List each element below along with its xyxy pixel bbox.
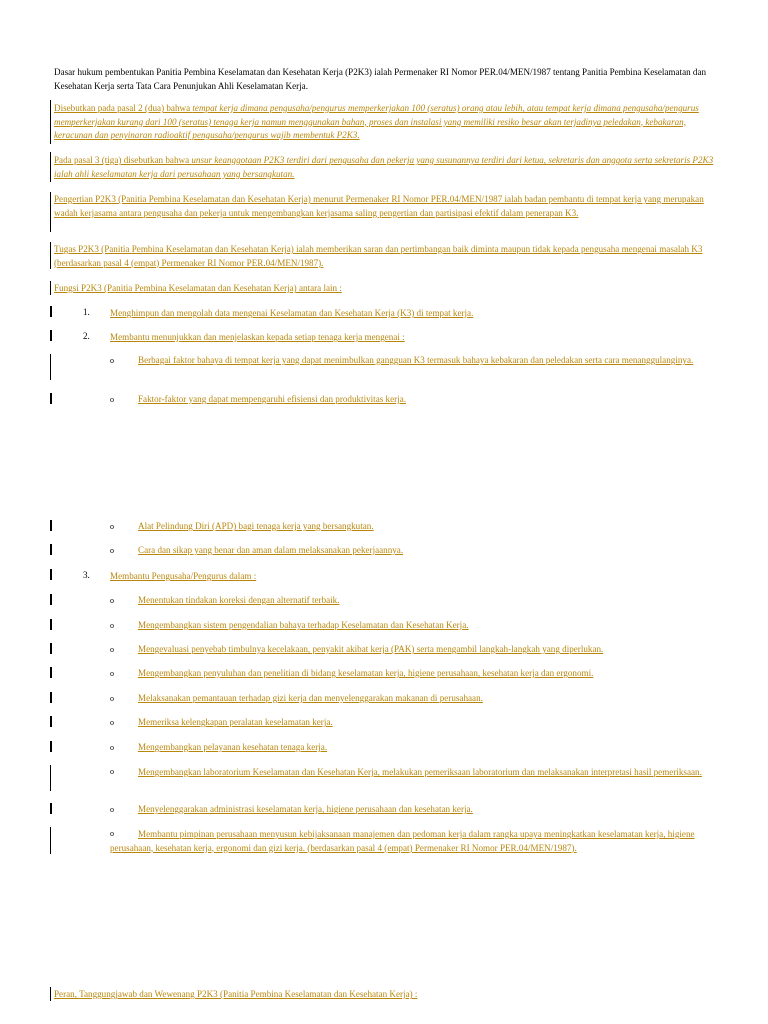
bullet: o: [110, 522, 114, 531]
change-bar: [50, 152, 51, 182]
sub-list-item: Berbagai faktor bahaya di tempat kerja yang dapat menimbulkan gangguan K3 termasuk bahaya kebakaran dan peledakan serta cara menanggulanginya.: [138, 355, 694, 365]
change-bar: [50, 765, 51, 791]
bullet: o: [110, 645, 114, 654]
change-bar: [50, 692, 52, 703]
sub-list-item: Mengembangkan pelayanan kesehatan tenaga kerja.: [138, 742, 328, 752]
sub-list-item: Mengevaluasi penyebab timbulnya kecelakaan, penyakit akibat kerja (PAK) serta mengambil langkah-langkah yang diperlukan.: [138, 644, 604, 654]
change-bar: [50, 520, 52, 531]
tugas-paragraph: Tugas P2K3 (Panitia Pembina Keselamatan dan Kesehatan Kerja) ialah memberikan saran dan pertimbangan baik diminta maupun tidak kepada pengusaha mengenai masalah K3 (berdasarkan pasal 4 (empat) Permenaker RI Nomor PER.04/MEN/1987).: [54, 244, 703, 268]
bullet: o: [110, 743, 114, 752]
change-bar: [50, 803, 52, 814]
change-bar: [50, 987, 51, 1001]
change-bar: [50, 242, 51, 269]
fungsi-paragraph: Fungsi P2K3 (Panitia Pembina Keselamatan dan Kesehatan Kerja) antara lain :: [54, 283, 342, 293]
change-bar: [50, 827, 51, 854]
pasal2-paragraph: [54, 102, 714, 143]
change-bar: [50, 741, 52, 752]
change-bar: [50, 619, 52, 630]
sub-list-item: Membantu pimpinan perusahaan menyusun kebijaksanaan manajemen dan pedoman kerja dalam rangka upaya meningkatkan keselamatan kerja, higiene perusahaan, kesehatan kerja, ergonomi dan gizi kerja. (berdasarkan pasal 4 (empat) Permenaker RI Nomor PER.04/MEN/1987).: [110, 829, 695, 853]
pasal2-body: tempat kerja dimana pengusaha/pengurus memperkerjakan 100 (seratus) orang atau lebih, atau tempat kerja dimana pengusaha/pengurus memperkerjakan kurang dari 100 (seratus) tenaga kerja namun menggunakan bahan, proses dan instalasi yang memiliki resiko besar akan terjadinya peledakan, kebakaran, keracunan dan penyinaran radioaktif pengusaha/pengurus wajib membentuk P2K3.: [54, 103, 699, 140]
intro-paragraph: Dasar hukum pembentukan Panitia Pembina Keselamatan dan Kesehatan Kerja (P2K3) ialah Permenaker RI Nomor PER.04/MEN/1987 tentang Panitia Pembina Keselamatan dan Kesehatan Kerja serta Tata Cara Penunjukan Ahli Keselamatan Kerja.: [54, 67, 707, 91]
list-item: Membantu Pengusaha/Pengurus dalam :: [110, 571, 257, 581]
change-bar: [50, 393, 52, 404]
sub-list-item: Menentukan tindakan koreksi dengan alternatif terbaik.: [138, 595, 340, 605]
pasal3-body: unsur keanggotaan P2K3 terdiri dari pengusaha dan pekerja yang susunannya terdiri dari ketua, sekretaris dan anggota serta sekretaris P2K3 ialah ahli keselamatan kerja dari perusahaan yang bersangkutan.: [54, 155, 714, 179]
pasal3-paragraph: [54, 154, 714, 181]
bullet: o: [110, 356, 114, 365]
change-bar: [50, 354, 51, 380]
sub-list-item: Mengembangkan sistem pengendalian bahaya terhadap Keselamatan dan Kesehatan Kerja.: [138, 620, 469, 630]
change-bar: [50, 544, 52, 555]
bullet: o: [110, 694, 114, 703]
change-bar: [50, 330, 52, 341]
bullet: o: [110, 596, 114, 605]
sub-list-item: Mengembangkan penyuluhan dan penelitian di bidang keselamatan kerja, higiene perusahaan, kesehatan kerja dan ergonomi.: [138, 668, 594, 678]
change-bar: [50, 281, 51, 295]
bullet: o: [110, 621, 114, 630]
list-item: Membantu menunjukkan dan menjelaskan kepada setiap tenaga kerja mengenai :: [110, 332, 405, 342]
change-bar: [50, 667, 52, 678]
sub-list-item: Menyelenggarakan administrasi keselamatan kerja, higiene perusahaan dan kesehatan kerja.: [138, 804, 473, 814]
list-number: 1.: [83, 307, 90, 317]
change-bar: [50, 192, 51, 232]
bullet: o: [110, 718, 114, 727]
sub-list-item: Alat Pelindung Diri (APD) bagi tenaga kerja yang bersangkutan.: [138, 521, 374, 531]
sub-list-item: Cara dan sikap yang benar dan aman dalam melaksanakan pekerjaannya.: [138, 545, 404, 555]
change-bar: [50, 100, 51, 144]
bullet: o: [110, 395, 114, 404]
list-number: 2.: [83, 331, 90, 341]
list-number: 3.: [83, 570, 90, 580]
peran-paragraph: Peran, Tanggungjawab dan Wewenang P2K3 (Panitia Pembina Keselamatan dan Kesehatan Kerja) :: [54, 989, 418, 999]
bullet: o: [110, 767, 114, 776]
change-bar: [50, 594, 52, 605]
sub-list-item: Memeriksa kelengkapan peralatan keselamatan kerja.: [138, 717, 333, 727]
pengertian-paragraph: Pengertian P2K3 (Panitia Pembina Keselamatan dan Kesehatan Kerja) menurut Permenaker RI Nomor PER.04/MEN/1987 ialah badan pembantu di tempat kerja yang merupakan wadah kerjasama antara pengusaha dan pekerja untuk mengembangkan kerjasama saling pengertian dan partisipasi efektif dalam penerapan K3.: [54, 194, 704, 218]
pasal3-lead: Pada pasal 3 (tiga) disebutkan bahwa: [54, 155, 192, 165]
bullet: o: [110, 829, 114, 838]
sub-list-item: Faktor-faktor yang dapat mempengaruhi efisiensi dan produktivitas kerja.: [138, 394, 407, 404]
change-bar: [50, 716, 52, 727]
change-bar: [50, 569, 52, 580]
pasal2-lead: Disebutkan pada pasal 2 (dua) bahwa: [54, 103, 193, 113]
bullet: o: [110, 669, 114, 678]
sub-list-item: Mengembangkan laboratorium Keselamatan dan Kesehatan Kerja, melakukan pemeriksaan laboratorium dan melaksanakan interpretasi hasil pemeriksaan.: [138, 767, 702, 777]
list-item: Menghimpun dan mengolah data mengenai Keselamatan dan Kesehatan Kerja (K3) di tempat kerja.: [110, 308, 474, 318]
change-bar: [50, 306, 52, 317]
bullet: o: [110, 546, 114, 555]
bullet: o: [110, 805, 114, 814]
sub-list-item: Melaksanakan pemantauan terhadap gizi kerja dan menyelenggarakan makanan di perusahaan.: [138, 693, 483, 703]
change-bar: [50, 643, 52, 654]
